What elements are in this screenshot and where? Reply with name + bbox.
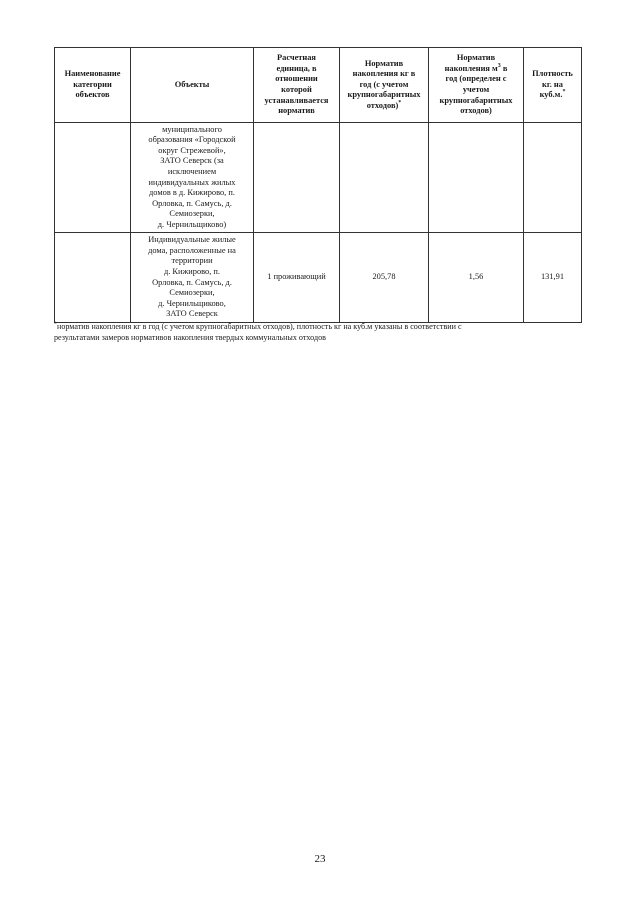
cell-unit: 1 проживающий	[254, 233, 340, 323]
header-density: Плотность кг. на куб.м.*	[524, 48, 582, 123]
table-row	[55, 123, 582, 233]
footnote-marker: *	[54, 321, 57, 328]
footnote-text: результатами замеров нормативов накопления твердых коммунальных отходов	[54, 332, 326, 342]
header-norm-m3: Норматив накопления $м^3$ в год (определен с учетом крупногабаритных отходов)	[429, 48, 524, 123]
table-header-row	[55, 48, 582, 123]
cell-density: 131,91	[524, 233, 582, 323]
waste-norms-table	[54, 47, 582, 323]
cell-unit	[254, 123, 340, 233]
footnote-text: норматив накопления кг в год (с учетом крупногабаритных отходов), плотность кг на куб.м указаны в соответствии с	[57, 322, 462, 331]
cell-category	[55, 233, 131, 323]
cell-objects: муниципального образования «Городской округ Стрежевой», ЗАТО Северск (за исключением индивидуальных жилых домов в д. Кижирово, п. Орловка, п. Самусь, д. Семиозерки, д. Чернильщиково)	[131, 123, 254, 233]
table-row	[55, 233, 582, 323]
page-number: 23	[314, 853, 326, 865]
cell-norm-kg: 205,78	[340, 233, 429, 323]
header-objects: Объекты	[131, 48, 254, 123]
cell-norm-m3: 1,56	[429, 233, 524, 323]
header-unit: Расчетная единица, в отношении которой устанавливается норматив	[254, 48, 340, 123]
header-norm-kg: Норматив накопления кг в год (с учетом крупногабаритных отходов)*	[340, 48, 429, 123]
cell-norm-kg	[340, 123, 429, 233]
cell-norm-m3	[429, 123, 524, 233]
cell-density	[524, 123, 582, 233]
cell-category	[55, 123, 131, 233]
header-category: Наименование категории объектов	[55, 48, 131, 123]
cell-objects: Индивидуальные жилые дома, расположенные на территории д. Кижирово, п. Орловка, п. Самусь, д. Семиозерки, д. Чернильщиково, ЗАТО Северск	[131, 233, 254, 323]
footnote	[54, 322, 581, 343]
